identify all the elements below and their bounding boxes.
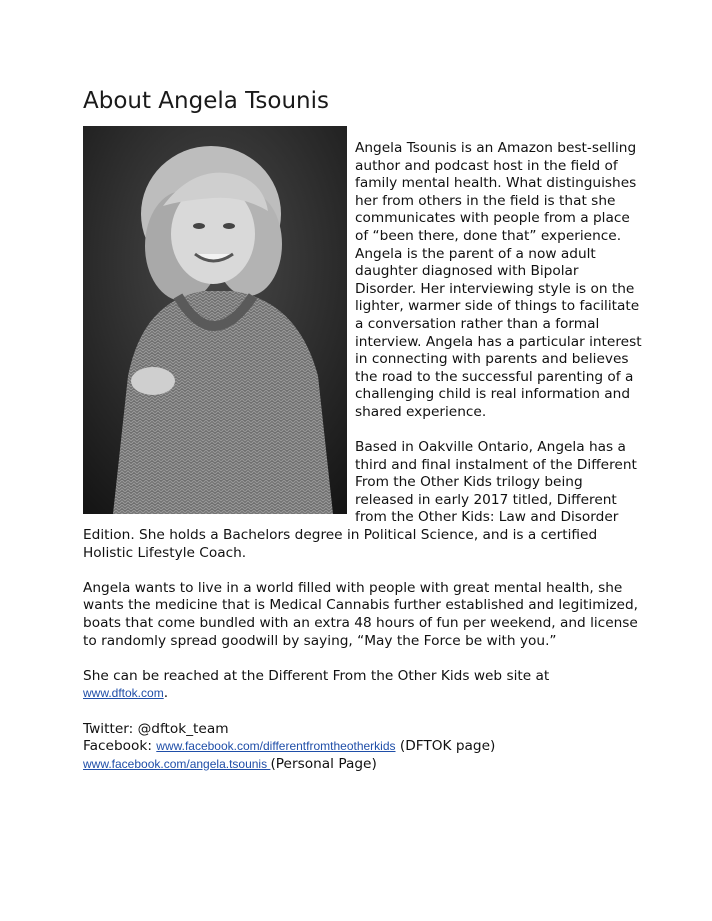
facebook-label: Facebook: <box>83 738 157 755</box>
facebook-personal-link[interactable]: www.facebook.com/angela.tsounis <box>83 756 271 771</box>
twitter-line: Twitter: @dftok_team <box>83 720 229 737</box>
website-link[interactable]: www.dftok.com <box>83 686 164 701</box>
bio-paragraph-4: She can be reached at the Different From the Other Kids web site at www.dftok.com. <box>83 667 550 702</box>
page-title: About Angela Tsounis <box>83 88 329 114</box>
personal-suffix: (Personal Page) <box>270 755 377 772</box>
facebook-suffix: (DFTOK page) <box>395 738 496 755</box>
contact-block <box>83 721 643 774</box>
bio-section <box>83 116 643 773</box>
portrait-image <box>83 126 347 514</box>
bio-paragraph-2: Based in Oakville Ontario, Angela has a third and final instalment of the Different From the Other Kids trilogy being released in early 2017 titled, Different from the Other Kids: Law and Disorder Edition. She holds a Bachelors degree in Political Science, and is a certified Holistic Lifestyle Coach. <box>83 439 637 561</box>
contact-intro: She can be reached at the Different From the Other Kids web site at <box>83 667 550 684</box>
author-photo <box>83 126 347 514</box>
bio-paragraph-3: Angela wants to live in a world filled with people with great mental health, she wants the medicine that is Medical Cannabis further established and legitimized, boats that come bundled with an extra 48 hours of fun per weekend, and license to randomly spread goodwill by saying, “May the Force be with you.” <box>83 579 639 649</box>
facebook-dftok-link[interactable]: www.facebook.com/differentfromtheotherkids <box>156 739 396 754</box>
bio-paragraph-1: Angela Tsounis is an Amazon best-selling author and podcast host in the field of family mental health. What distinguishes her from others in the field is that she communicates with people from a place of “been there, done that” experience. Angela is the parent of a now adult daughter diagnosed with Bipolar Disorder. Her interviewing style is on the lighter, warmer side of things to facilitate a conversation rather than a formal interview. Angela has a particular interest in connecting with parents and believes the road to the successful parenting of a challenging child is real information and shared experience. <box>355 140 642 420</box>
document-page <box>83 86 643 773</box>
